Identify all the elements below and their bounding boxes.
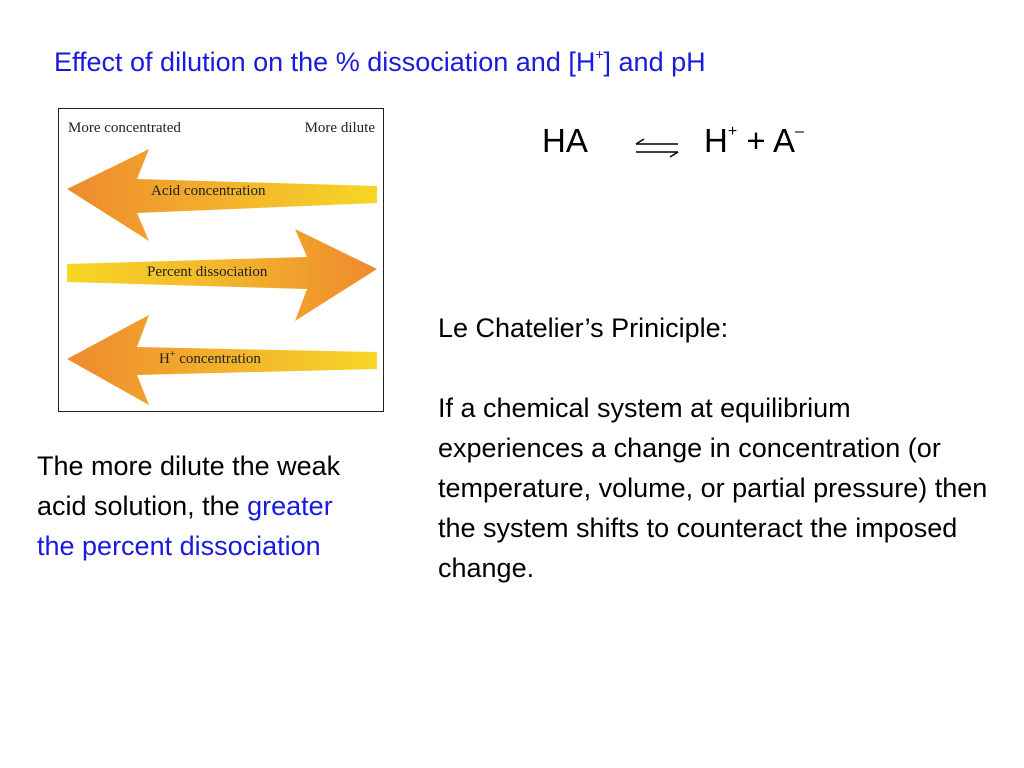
equation-products [704, 122, 804, 160]
le-chatelier-heading: Le Chatelier’s Priniciple: [438, 313, 729, 343]
title-main: Effect of dilution on the % dissociation and [H [54, 47, 596, 77]
equilibrium-arrows-icon [634, 138, 682, 158]
slide-title [54, 46, 706, 78]
dilution-summary-text [37, 446, 367, 566]
equation-plus-a: + A [746, 122, 795, 159]
summary-text-highlight: greater the percent dissociation [37, 491, 333, 561]
label-percent-dissociation: Percent dissociation [147, 264, 268, 280]
equation-h-charge: + [727, 123, 738, 140]
equation-reactant: HA [542, 122, 588, 159]
dilution-figure [58, 108, 384, 412]
equation-h: H [704, 122, 728, 159]
le-chatelier-body: If a chemical system at equilibrium experiences a change in concentration (or temperature, volume, or partial pressure) then the system shifts to counteract the imposed change. [438, 393, 988, 583]
label-acid-concentration: Acid concentration [151, 183, 266, 199]
title-superscript: + [595, 46, 604, 62]
le-chatelier-text [438, 308, 998, 588]
label-more-dilute: More dilute [304, 120, 375, 136]
title-tail: ] and pH [603, 47, 706, 77]
label-more-concentrated: More concentrated [68, 120, 181, 136]
equation-a-charge: – [795, 123, 804, 140]
label-h-concentration: H+ concentration [159, 349, 261, 367]
summary-text-plain: The more dilute the weak acid solution, the [37, 451, 341, 521]
